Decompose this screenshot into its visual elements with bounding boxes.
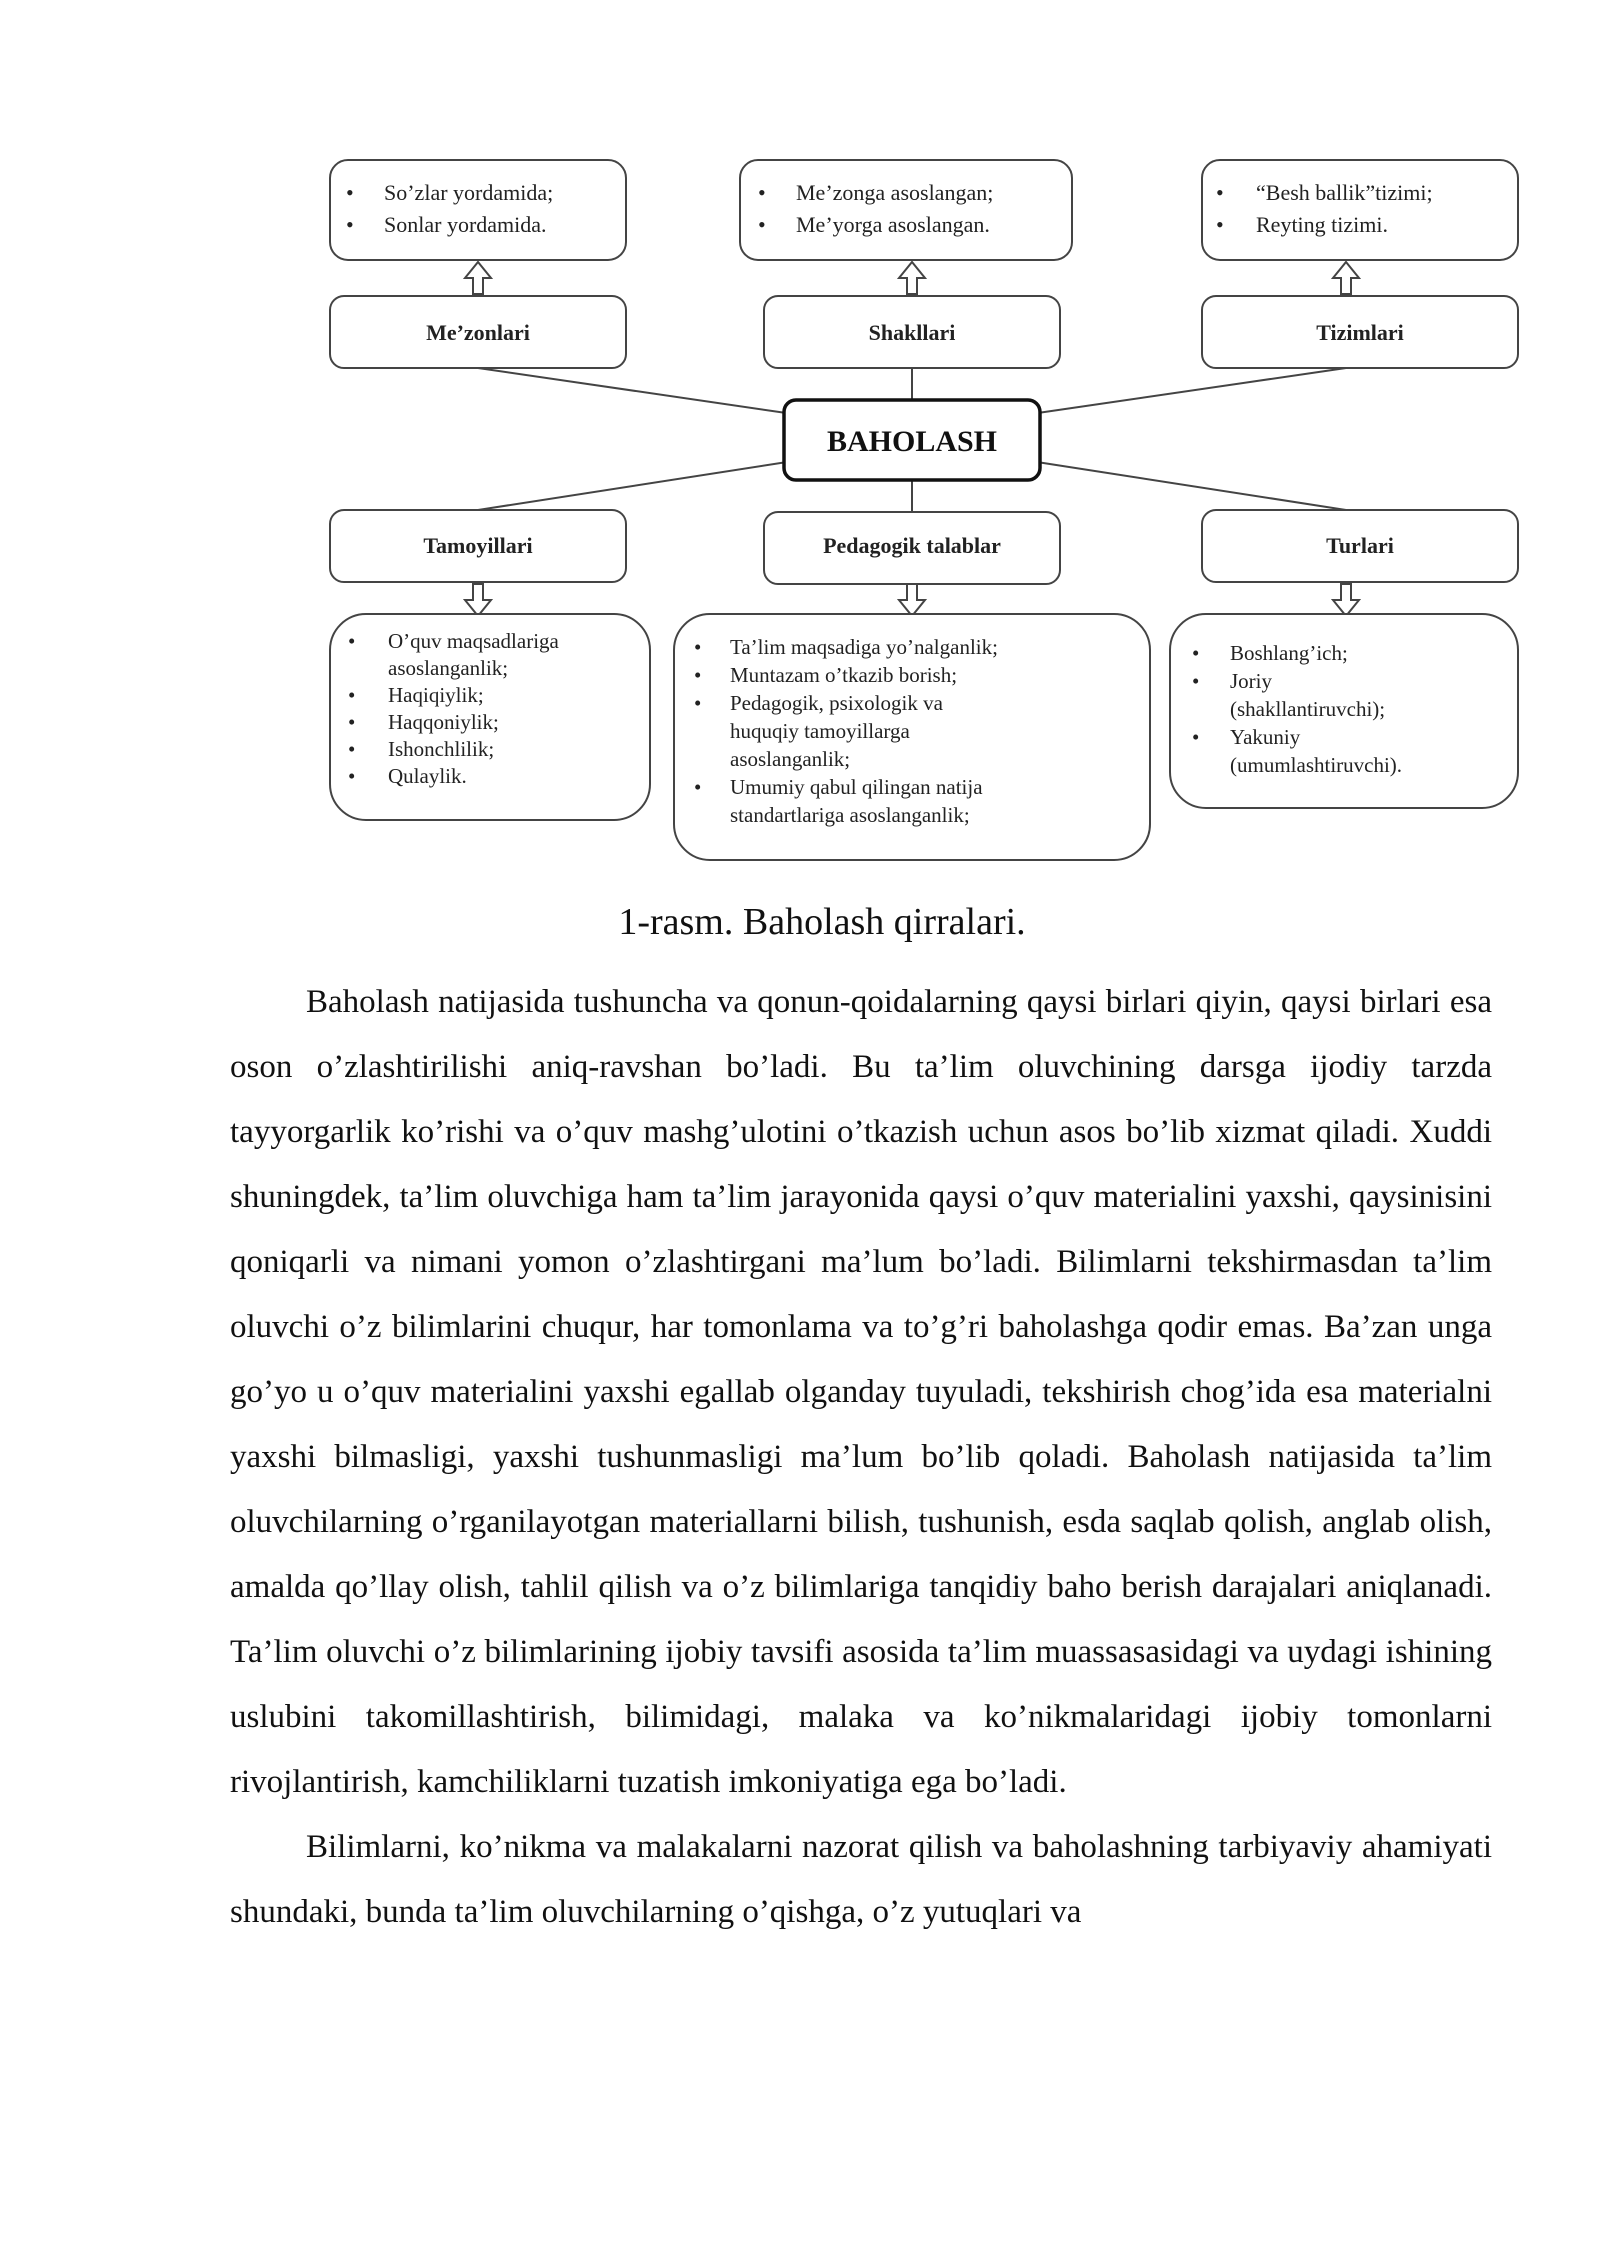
detail-item: Ishonchlilik; [388, 737, 495, 761]
up-arrow-icon [465, 262, 491, 294]
bullet-dot: • [348, 629, 356, 653]
bottom-detail-box-tamoyillari [330, 614, 650, 820]
category-box-tizimlari [1202, 296, 1518, 368]
bullet-dot: • [1216, 180, 1224, 205]
detail-item: (shakllantiruvchi); [1230, 697, 1386, 721]
center-box [784, 400, 1040, 480]
detail-item: Ta’lim maqsadiga yo’nalganlik; [730, 635, 998, 659]
bullet-dot: • [758, 180, 766, 205]
detail-item: “Besh ballik”tizimi; [1256, 180, 1433, 205]
detail-item: Sonlar yordamida. [384, 212, 547, 237]
detail-item: Haqqoniylik; [388, 710, 499, 734]
category-box-turlari [1202, 510, 1518, 582]
down-arrow-icon [1333, 584, 1359, 616]
bullet-dot: • [348, 710, 356, 734]
top-detail-box-tizimlari [1202, 160, 1518, 260]
detail-item: Umumiy qabul qilingan natija [730, 775, 983, 799]
detail-item: Yakuniy [1230, 725, 1301, 749]
category-box-mezonlari [330, 296, 626, 368]
bullet-dot: • [1216, 212, 1224, 237]
detail-item: O’quv maqsadlariga [388, 629, 559, 653]
category-heading: Me’zonlari [426, 320, 530, 345]
top-detail-box-shakllari [740, 160, 1072, 260]
bullet-dot: • [694, 691, 702, 715]
bullet-dot: • [694, 775, 702, 799]
detail-item: asoslanganlik; [388, 656, 509, 680]
detail-item: (umumlashtiruvchi). [1230, 753, 1403, 777]
bullet-dot: • [348, 737, 356, 761]
detail-item: Reyting tizimi. [1256, 212, 1388, 237]
top-detail-box-mezonlari [330, 160, 626, 260]
paragraph: Baholash natijasida tushuncha va qonun-qoidalarning qaysi birlari qiyin, qaysi birlari esa oson o’zlashtirilishi aniq-ravshan bo’ladi. Bu ta’lim oluvchining darsga ijodiy tarzda tayyorgarlik ko’rishi va o’quv mashg’ulotini o’tkazish uchun asos bo’lib xizmat qiladi. Xuddi shuningdek, ta’lim oluvchiga ham ta’lim jarayonida qaysi o’quv materialini yaxshi, qaysinisini qoniqarli va nimani yomon o’zlashtirgani ma’lum bo’ladi. Bilimlarni tekshirmasdan ta’lim oluvchi o’z bilimlarini chuqur, har tomonlama va to’g’ri baholashga qodir emas. Ba’zan unga go’yo u o’quv materialini yaxshi egallab olganday tuyuladi, tekshirish chog’ida esa materialni yaxshi bilmasligi, yaxshi tushunmasligi ma’lum bo’lib qoladi. Baholash natijasida ta’lim oluvchilarning o’rganilayotgan materiallarni bilish, tushunish, esda saqlab qolish, anglab olish, amalda qo’llay olish, tahlil qilish va o’z bilimlariga tanqidiy baho berish darajalari aniqlanadi. Ta’lim oluvchi o’z bilimlarining ijobiy tavsifi asosida ta’lim muassasasidagi va uydagi ishining uslubini takomillashtirish, bilimidagi, malaka va ko’nikmalaridagi ijobiy tomonlarni rivojlantirish, kamchiliklarni tuzatish imkoniyatiga ega bo’ladi. [230, 984, 1492, 1800]
category-box-tamoyillari [330, 510, 626, 582]
category-heading: Pedagogik talablar [823, 533, 1001, 558]
detail-item: asoslanganlik; [730, 747, 851, 771]
detail-item: Qulaylik. [388, 764, 467, 788]
bullet-dot: • [694, 663, 702, 687]
bullet-dot: • [346, 212, 354, 237]
bottom-detail-box-turlari [1170, 614, 1518, 808]
down-arrow-icon [899, 584, 925, 616]
category-box-shakllari [764, 296, 1060, 368]
category-heading: Tizimlari [1316, 320, 1404, 345]
detail-item: Me’yorga asoslangan. [796, 212, 990, 237]
figure-caption: 1-rasm. Baholash qirralari. [618, 901, 1026, 943]
up-arrow-icon [1333, 262, 1359, 294]
bullet-dot: • [1192, 725, 1200, 749]
down-arrow-icon [465, 584, 491, 616]
baholash-diagram [0, 0, 1600, 880]
center-title: BAHOLASH [826, 425, 998, 458]
bullet-dot: • [348, 764, 356, 788]
detail-item: Joriy [1230, 669, 1272, 693]
bullet-dot: • [348, 683, 356, 707]
category-heading: Tamoyillari [423, 533, 533, 558]
category-box-pedagogik-talablar [764, 512, 1060, 584]
body-text [230, 970, 1492, 1945]
detail-item: Me’zonga asoslangan; [796, 180, 994, 205]
detail-item: standartlariga asoslanganlik; [730, 803, 970, 827]
detail-item: So’zlar yordamida; [384, 180, 554, 205]
detail-item: huquqiy tamoyillarga [730, 719, 910, 743]
category-heading: Shakllari [868, 320, 956, 345]
detail-item: Haqiqiylik; [388, 683, 484, 707]
detail-item: Boshlang’ich; [1230, 641, 1348, 665]
bullet-dot: • [694, 635, 702, 659]
bullet-dot: • [346, 180, 354, 205]
bullet-dot: • [758, 212, 766, 237]
detail-item: Muntazam o’tkazib borish; [730, 663, 958, 687]
category-heading: Turlari [1326, 533, 1394, 558]
bullet-dot: • [1192, 669, 1200, 693]
up-arrow-icon [899, 262, 925, 294]
bottom-detail-box-pedagogik-talablar [674, 614, 1150, 860]
paragraph: Bilimlarni, ko’nikma va malakalarni nazorat qilish va baholashning tarbiyaviy ahamiyati shundaki, bunda ta’lim oluvchilarning o’qishga, o’z yutuqlari va [230, 1829, 1492, 1930]
bullet-dot: • [1192, 641, 1200, 665]
detail-item: Pedagogik, psixologik va [730, 691, 943, 715]
